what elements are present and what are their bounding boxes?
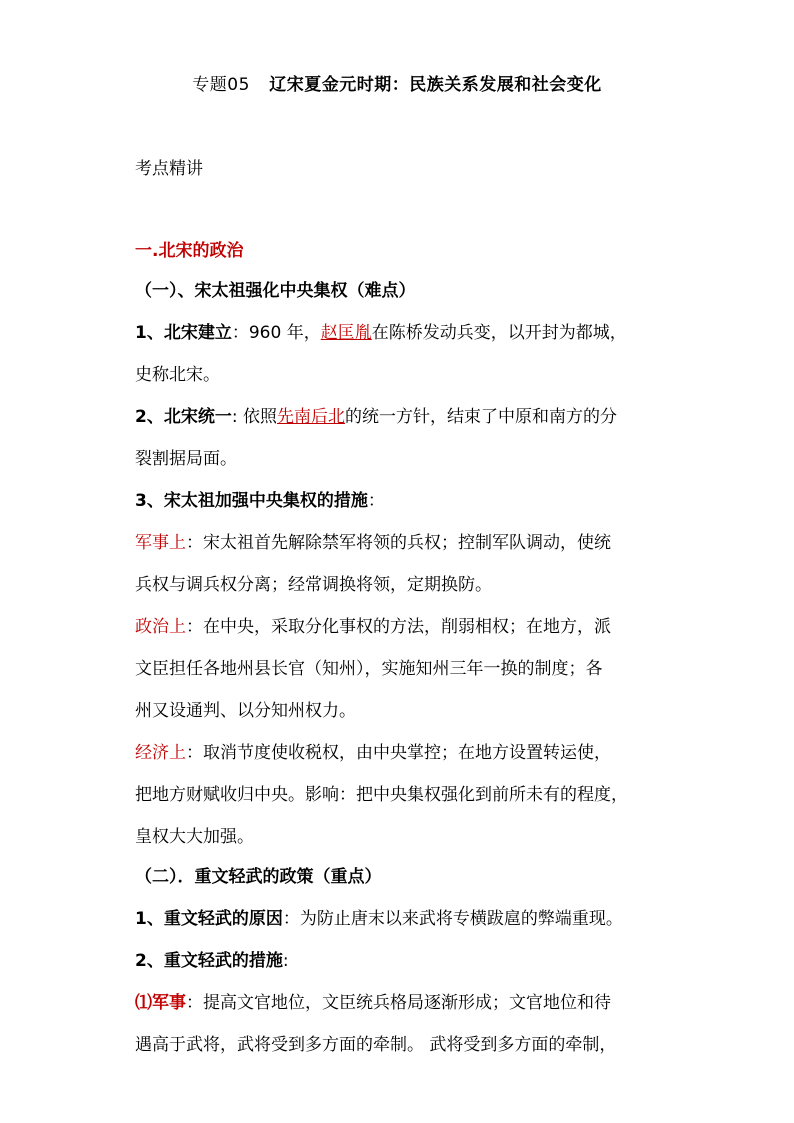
paragraph-military-measure [135, 982, 675, 1066]
category-label: ⑴军事 [135, 993, 186, 1013]
paragraph-line [135, 396, 675, 438]
paragraph-line [135, 982, 675, 1024]
paragraph-line: 州又设通判、以分知州权力。 [135, 701, 356, 721]
paragraph-line: 把地方财赋收归中央。影响：把中央集权强化到前所未有的程度， [135, 785, 628, 805]
heading-northern-song-politics: 一.北宋的政治 [135, 241, 244, 261]
paragraph-economic [135, 732, 675, 858]
category-label: 军事上 [135, 533, 186, 553]
text: ： [367, 491, 385, 511]
paragraph-line: 史称北宋。 [135, 365, 220, 385]
paragraph-measures-heading [135, 480, 675, 522]
title-main: 辽宋夏金元时期：民族关系发展和社会变化 [269, 75, 602, 95]
text: ：宋太祖首先解除禁军将领的兵权；控制军队调动，使统 [186, 533, 611, 553]
paragraph-line: 文臣担任各地州县长官（知州），实施知州三年一换的制度；各 [135, 659, 603, 679]
subheading-civil-over-military: （二）．重文轻武的政策（重点） [135, 867, 382, 887]
paragraph-military [135, 522, 675, 606]
text: ：在中央，采取分化事权的方法，削弱相权；在地方，派 [186, 617, 611, 637]
paragraph-founding [135, 312, 675, 396]
paragraph-line [135, 522, 675, 564]
paragraph-line: 皇权大大加强。 [135, 827, 254, 847]
category-label: 经济上 [135, 743, 186, 763]
keyword-south-first: 先南后北 [276, 407, 345, 427]
paragraph-line: 裂割据局面。 [135, 449, 237, 469]
paragraph-unification [135, 396, 675, 480]
page-title [0, 70, 794, 95]
text: ：为防止唐末以来武将专横跋扈的弊端重现。 [282, 909, 623, 929]
text: : 依照 [231, 407, 277, 427]
paragraph-line [135, 732, 675, 774]
paragraph-reason [135, 898, 675, 940]
item-label: 1、重文轻武的原因 [135, 909, 283, 929]
paragraph-line [135, 606, 675, 648]
paragraph-line: 遇高于武将，武将受到多方面的牵制。 武将受到多方面的牵制， [135, 1035, 617, 1055]
category-label: 政治上 [135, 617, 186, 637]
item-label: 3、宋太祖加强中央集权的措施 [135, 491, 368, 511]
text: ：提高文官地位，文臣统兵格局逐渐形成；文官地位和待 [186, 993, 611, 1013]
text: ：取消节度使收税权，由中央掌控；在地方设置转运使， [186, 743, 611, 763]
paragraph-measures [135, 940, 675, 982]
section-label: 考点精讲 [135, 159, 203, 179]
text: : [282, 951, 289, 971]
item-label: 2、北宋统一 [135, 407, 232, 427]
text: ：960 年， [231, 323, 321, 343]
title-prefix: 专题05 [192, 75, 250, 95]
paragraph-line [135, 312, 675, 354]
item-label: 1、北宋建立 [135, 323, 232, 343]
subheading-centralization: （一）、宋太祖强化中央集权（难点） [135, 281, 416, 301]
text: 在陈桥发动兵变，以开封为都城， [371, 323, 627, 343]
item-label: 2、重文轻武的措施 [135, 951, 283, 971]
paragraph-line: 兵权与调兵权分离；经常调换将领，定期换防。 [135, 575, 492, 595]
keyword-zhao-kuangyin: 赵匡胤 [320, 323, 372, 343]
text: 的统一方针，结束了中原和南方的分 [344, 407, 617, 427]
paragraph-political [135, 606, 675, 732]
